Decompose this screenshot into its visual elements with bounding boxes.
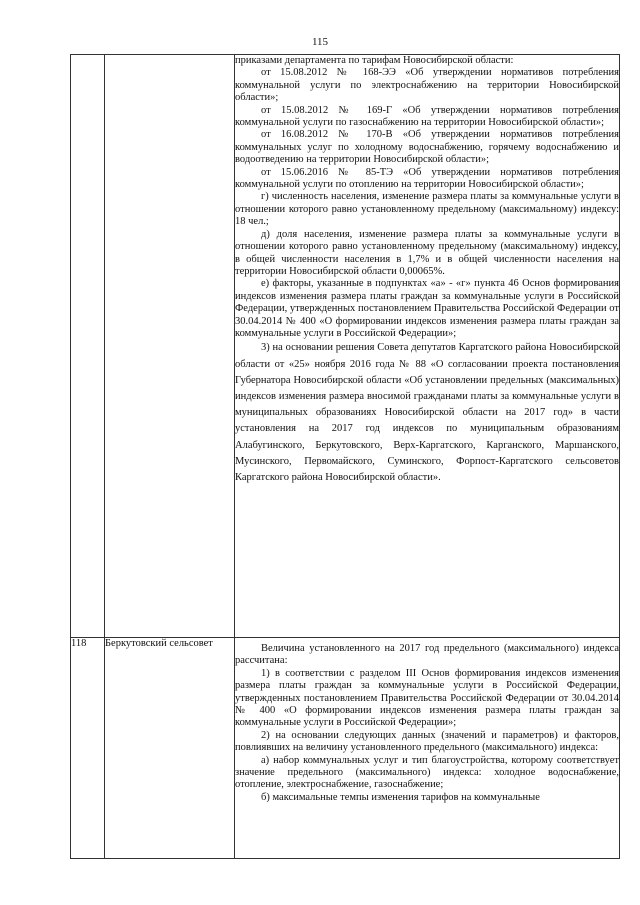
justification-table	[70, 54, 620, 859]
text-paragraph: от 15.06.2016 № 85-ТЭ «Об утверждении нормативов потребления коммунальной услуги по отоплению на территории Новосибирской области»;	[235, 166, 619, 191]
page-number: 115	[311, 36, 329, 48]
text-paragraph: а) набор коммунальных услуг и тип благоустройства, которому соответствует значение предельного (максимального) индекса: холодное водоснабжение, отопление, электроснабжение, газоснабжение;	[235, 754, 619, 791]
table-row	[71, 55, 620, 638]
text-paragraph: е) факторы, указанные в подпунктах «а» - «г» пункта 46 Основ формирования индексов изменения размера платы граждан за коммунальные услуги в Российской Федерации, утвержденных постановлением Правительства Российской Федерации от 30.04.2014 № 400 «О формировании индексов изменения размера платы граждан за коммунальные услуги в Российской Федерации»;	[235, 278, 619, 339]
municipality-name-cell: Беркутовский сельсовет	[105, 638, 235, 859]
justification-text-cell	[235, 638, 620, 859]
text-paragraph: д) доля населения, изменение размера платы за коммунальные услуги в отношении которого равно установленному предельному (максимальному) индексу, в общей численности населения в 1,7% и в общей численности населения на территории Новосибирской области 0,00065%.	[235, 228, 619, 277]
row-number-cell	[71, 55, 105, 638]
text-paragraph: 1) в соответствии с разделом III Основ формирования индексов изменения размера платы граждан за коммунальные услуги в Российской Федерации, утвержденных постановлением Правительства Российской Федерации от 30.04.2014 № 400 «О формировании индексов изменения размера платы граждан за коммунальные услуги в Российской Федерации»;	[235, 667, 619, 729]
text-paragraph: от 16.08.2012 № 170-В «Об утверждении нормативов потребления коммунальных услуг по холодному водоснабжению, горячему водоснабжению и водоотведению на территории Новосибирской области»;	[235, 129, 619, 166]
text-paragraph: от 15.08.2012 № 168-ЭЭ «Об утверждении нормативов потребления коммунальной услуги по электроснабжению на территории Новосибирской области»;	[235, 67, 619, 104]
table-row	[71, 638, 620, 859]
text-paragraph: б) максимальные темпы изменения тарифов на коммунальные	[261, 791, 540, 803]
text-paragraph: Величина установленного на 2017 год предельного (максимального) индекса рассчитана:	[235, 643, 619, 667]
municipality-name-cell	[105, 55, 235, 638]
text-paragraph: приказами департамента по тарифам Новосибирской области:	[235, 55, 514, 66]
row-number-cell: 118	[71, 638, 105, 859]
text-paragraph: 3) на основании решения Совета депутатов Каргатского района Новосибирской области от «25» ноября 2016 года № 88 «О согласовании проекта постановления Губернатора Новосибирской области «Об установлении предельных (максимальных) индексов изменения размера вносимой гражданами платы за коммунальные услуги в муниципальных образованиях Новосибирской области на 2017 год» в части установления на 2017 год индексов по муниципальным образованиям Алабугинского, Беркутовского, Верх-Каргатского, Карганского, Маршанского, Мусинского, Первомайского, Суминского, Форпост-Каргатского сельсоветов Каргатского района Новосибирской области».	[235, 342, 619, 483]
text-paragraph: от 15.08.2012 № 169-Г «Об утверждении нормативов потребления коммунальной услуги по газоснабжению на территории Новосибирской области»;	[235, 104, 619, 129]
text-paragraph: г) численность населения, изменение размера платы за коммунальные услуги в отношении которого равно установленному предельному (максимальному) индексу: 18 чел.;	[235, 191, 619, 228]
text-paragraph: 2) на основании следующих данных (значений и параметров) и факторов, повлиявших на величину установленного предельного (максимального) индекса:	[235, 729, 619, 754]
justification-text-cell	[235, 55, 620, 638]
